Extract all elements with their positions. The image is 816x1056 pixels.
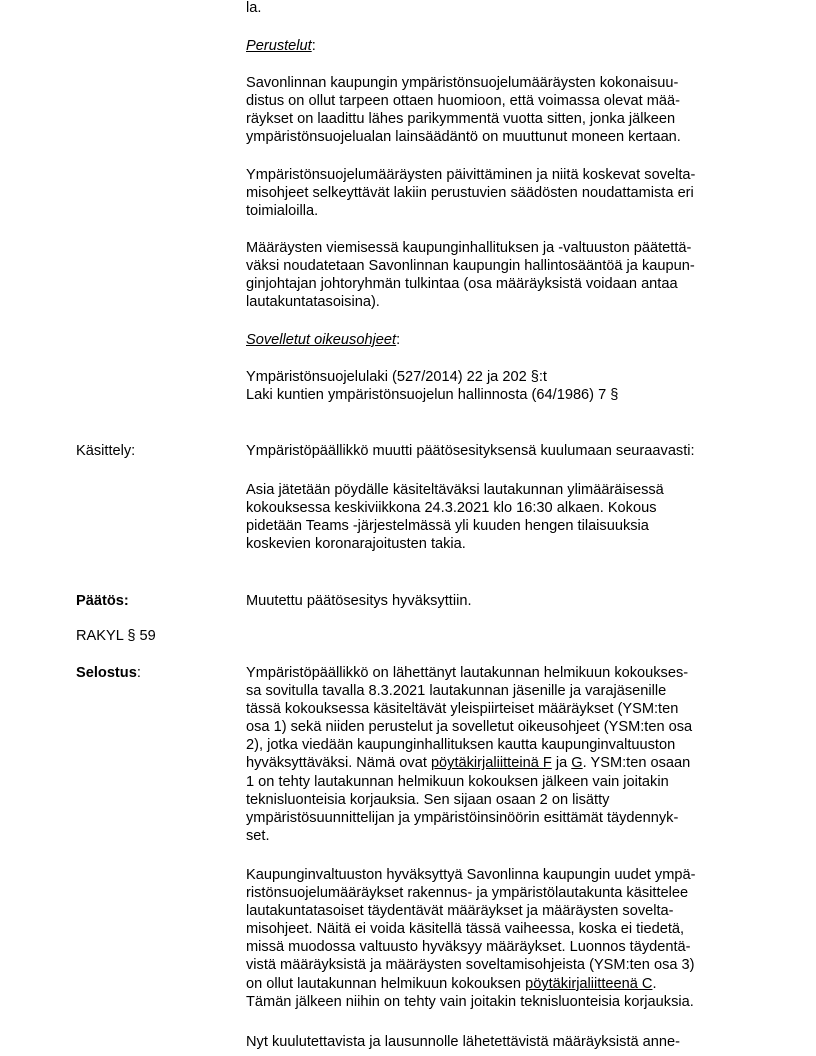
text-segment: 2), jotka viedään kaupunginhallituksen kautta kaupunginvaltuuston (246, 737, 676, 754)
oikeusohjeet-list (246, 368, 746, 404)
selostus-paragraph-1 (246, 664, 746, 845)
paatos-text-wrap (246, 592, 746, 610)
text-line: Ympäristönsuojelumääräysten päivittäminen ja niitä koskevat sovelta- (246, 167, 696, 183)
perustelut-section (246, 37, 746, 55)
selostus-paragraph-3 (246, 1033, 746, 1051)
oikeusohjeet-heading: Sovelletut oikeusohjeet: (246, 332, 401, 348)
section-ref: RAKYL § 59 (76, 628, 156, 644)
text-line: Asia jätetään pöydälle käsiteltäväksi lautakunnan ylimääräisessä (246, 482, 664, 498)
attachment-reference: pöytäkirjaliitteinä F (430, 755, 552, 772)
text-line (246, 773, 746, 791)
text-line (246, 718, 746, 736)
perustelut-paragraph-2 (246, 166, 746, 220)
attachment-reference: pöytäkirjaliitteenä C (525, 975, 653, 992)
text-line (246, 664, 746, 682)
paatos-label: Päätös: (76, 593, 129, 609)
text-line (246, 920, 746, 938)
text-line (246, 902, 746, 920)
text-line: Ympäristönsuojelulaki (527/2014) 22 ja 202 §:t (246, 369, 547, 385)
text-line (246, 956, 746, 974)
kasittely-paragraph-1 (246, 442, 746, 460)
text-segment: misohjeet. Näitä ei voida käsitellä tässä vaiheessa, koska ei tiedetä, (246, 921, 685, 938)
text-line: distus on ollut tarpeen ottaen huomioon, että voimassa olevat mää- (246, 93, 681, 110)
text-line: lautakuntatasoisina). (246, 294, 380, 311)
text-line: koskevien koronarajoitusten takia. (246, 536, 466, 553)
text-segment: on ollut lautakunnan helmikuun kokouksen (246, 975, 526, 992)
selostus-label: Selostus: (76, 665, 141, 681)
text-line: väksi noudatetaan Savonlinnan kaupungin hallintosääntöä ja kaupun- (246, 258, 695, 275)
section-ref-wrap (76, 627, 236, 645)
paatos-label-wrap (76, 592, 236, 610)
text-line (246, 993, 746, 1011)
text-line (246, 884, 746, 902)
text-line: la. (246, 0, 262, 16)
attachment-reference: G (571, 755, 583, 772)
perustelut-heading: Perustelut: (246, 38, 316, 54)
text-line: kokouksessa keskiviikkona 24.3.2021 klo 16:30 alkaen. Kokous (246, 500, 657, 517)
text-segment: . YSM:ten osaan (582, 755, 691, 772)
text-line: Savonlinnan kaupungin ympäristönsuojelumääräysten kokonaisuu- (246, 75, 679, 91)
text-segment: missä muodossa valtuusto hyväksyy määräykset. Luonnos täydentä- (246, 939, 691, 956)
text-segment: 1 on tehty lautakunnan helmikuun kokouksen jälkeen vain joitakin (246, 773, 669, 790)
text-segment: tässä kokouksessa käsiteltävät yleispiirteiset määräykset (YSM:ten (246, 701, 679, 718)
text-line: Ympäristöpäällikkö muutti päätösesityksensä kuulumaan seuraavasti: (246, 443, 695, 459)
text-line: toimialoilla. (246, 203, 319, 220)
text-line: Nyt kuulutettavista ja lausunnolle lähetettävistä määräyksistä anne- (246, 1034, 680, 1050)
text-segment: ja (551, 755, 572, 772)
text-line: Laki kuntien ympäristönsuojelun hallinnosta (64/1986) 7 § (246, 387, 619, 404)
selostus-label-wrap (76, 664, 236, 682)
text-line (246, 791, 746, 809)
text-segment: vistä määräyksistä ja määräysten soveltamisohjeista (YSM:ten osa 3) (246, 957, 695, 974)
text-segment: hyväksyttäväksi. Nämä ovat (246, 755, 431, 772)
text-line (246, 700, 746, 718)
text-line: misohjeet selkeyttävät lakiin perustuvien säädösten noudattamista eri (246, 185, 694, 202)
text-segment: ympäristösuunnittelijan ja ympäristöinsinöörin esittämät täydennyk- (246, 809, 679, 826)
text-segment: teknisluonteisia korjauksia. Sen sijaan osaan 2 on lisätty (246, 791, 610, 808)
text-segment: osa 1) sekä niiden perustelut ja sovelletut oikeusohjeet (YSM:ten osa (246, 719, 693, 736)
text-line (246, 682, 746, 700)
text-line: Määräysten viemisessä kaupunginhallituksen ja -valtuuston päätettä- (246, 240, 692, 256)
text-line: ginjohtajan johtoryhmän tulkintaa (osa määräyksistä voidaan antaa (246, 276, 678, 293)
text-line (246, 866, 746, 884)
text-segment: Tämän jälkeen niihin on tehty vain joitakin teknisluonteisia korjauksia. (246, 993, 694, 1010)
text-line: ympäristönsuojelualan lainsäädäntö on muuttunut moneen kertaan. (246, 129, 681, 146)
text-line (246, 736, 746, 754)
top-fragment (246, 0, 746, 17)
oikeusohjeet-section (246, 331, 746, 349)
text-segment: . (652, 975, 657, 992)
text-segment: Ympäristöpäällikkö on lähettänyt lautakunnan helmikuun kokoukses- (246, 665, 689, 681)
perustelut-paragraph-3 (246, 239, 746, 311)
text-line (246, 754, 746, 772)
text-line (246, 809, 746, 827)
text-line (246, 827, 746, 845)
kasittely-label: Käsittely: (76, 443, 136, 459)
kasittely-label-wrap (76, 442, 236, 460)
text-line: räykset on laadittu lähes parikymmentä vuotta sitten, jonka jälkeen (246, 111, 676, 128)
kasittely-paragraph-2 (246, 481, 746, 553)
text-segment: set. (246, 827, 270, 844)
text-line (246, 975, 746, 993)
text-segment: ristönsuojelumääräykset rakennus- ja ympäristölautakunta käsittelee (246, 885, 689, 902)
text-line: pidetään Teams -järjestelmässä yli kuuden hengen tilaisuuksia (246, 518, 649, 535)
text-segment: Kaupunginvaltuuston hyväksyttyä Savonlinna kaupungin uudet ympä- (246, 867, 696, 883)
paatos-text: Muutettu päätösesitys hyväksyttiin. (246, 593, 472, 609)
perustelut-paragraph-1 (246, 74, 746, 146)
text-segment: lautakuntatasoiset täydentävät määräykset ja määräysten sovelta- (246, 903, 674, 920)
text-segment: sa sovitulla tavalla 8.3.2021 lautakunnan jäsenille ja varajäsenille (246, 683, 667, 700)
text-line (246, 938, 746, 956)
selostus-paragraph-2 (246, 866, 746, 1011)
